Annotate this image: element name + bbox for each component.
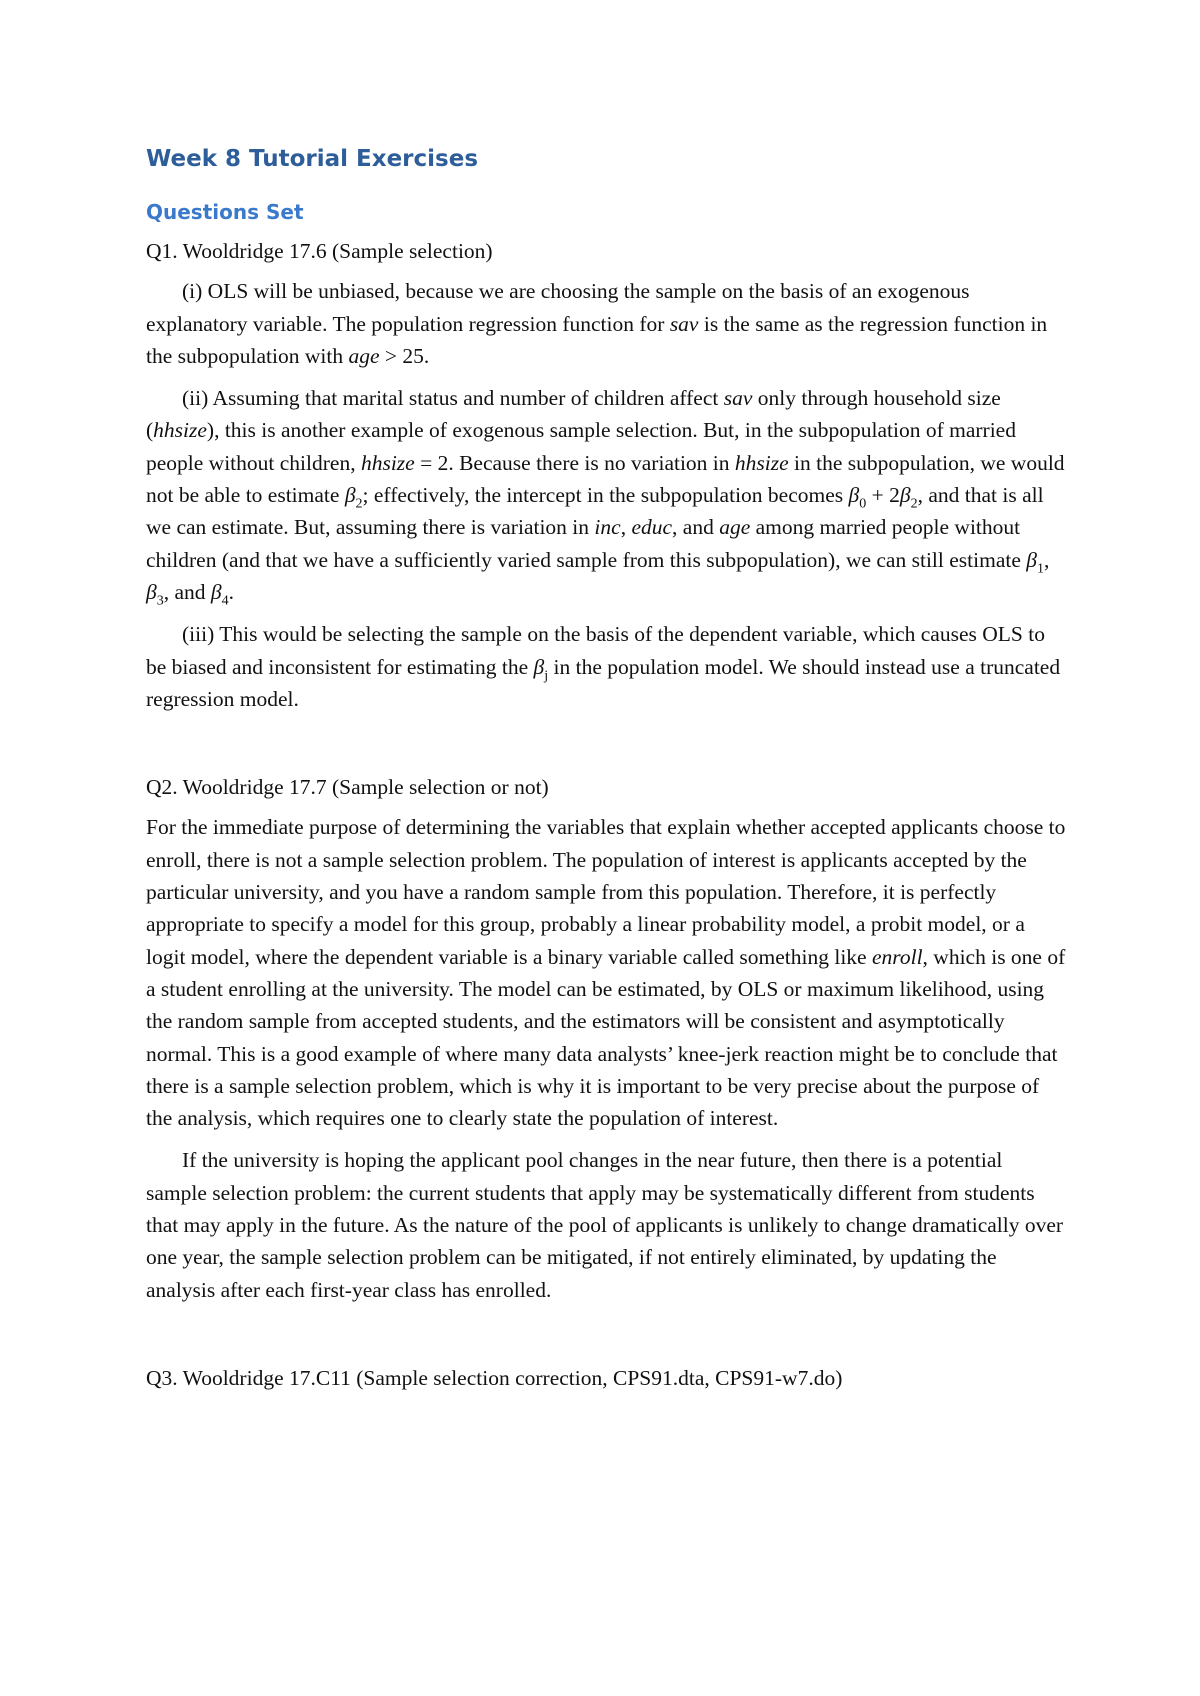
section-heading: Questions Set [146,200,304,224]
q2-paragraph-2: If the university is hoping the applicant pool changes in the near future, then there is a potential sample selection problem: the current students that apply may be systematically different from students that may apply in the future. As the nature of the pool of applicants is unlikely to change dramatically over one year, the sample selection problem can be mitigated, if not entirely eliminated, by updating the analysis after each first-year class has enrolled. [146,1148,1064,1302]
q2-paragraph-1: For the immediate purpose of determining the variables that explain whether accepted applicants choose to enroll, there is not a sample selection problem. The population of interest is applicants accepted by the particular university, and you have a random sample from this population. Therefore, it is perfectly appropriate to specify a model for this group, probably a linear probability model, a probit model, or a logit model, where the dependent variable is a binary variable called something like enroll, which is one of a student enrolling at the university. The model can be estimated, by OLS or maximum likelihood, using the random sample from accepted students, and the estimators will be consistent and asymptotically normal. This is a good example of where many data analysts’ knee-jerk reaction might be to conclude that there is a sample selection problem, which is why it is important to be very precise about the purpose of the analysis, which requires one to clearly state the population of interest. [146,815,1066,1131]
q2-heading: Q2. Wooldridge 17.7 (Sample selection or not) [146,775,549,800]
q1-heading: Q1. Wooldridge 17.6 (Sample selection) [146,239,493,263]
page-title: Week 8 Tutorial Exercises [146,146,479,172]
q1-part-ii: (ii) Assuming that marital status and number of children affect sav only through household size (hhsize), this is another example of exogenous sample selection. But, in the subpopulation of married people without children, hhsize = 2. Because there is no variation in hhsize in the subpopulation, we would not be able to estimate $\beta_2$; effectively, the intercept in the subpopulation becomes $\beta_0 + 2\beta_2$, and that is all we can estimate. But, assuming there is variation in inc, educ, and age among married people without children (and that we have a sufficiently varied sample from this subpopulation), we can still estimate $\beta_1$, $\beta_3$, and $\beta_4$. [146,386,1065,609]
document-body [146,140,1066,1402]
q3-heading: Q3. Wooldridge 17.C11 (Sample selection correction, CPS91.dta, CPS91-w7.do) [146,1365,843,1390]
q1-part-i: (i) OLS will be unbiased, because we are choosing the sample on the basis of an exogenous explanatory variable. The population regression function for sav is the same as the regression function in the subpopulation with age > 25. [146,279,1048,368]
q1-part-iii: (iii) This would be selecting the sample on the basis of the dependent variable, which causes OLS to be biased and inconsistent for estimating the $\beta_j$ in the population model. We should instead use a truncated regression model. [146,622,1061,711]
